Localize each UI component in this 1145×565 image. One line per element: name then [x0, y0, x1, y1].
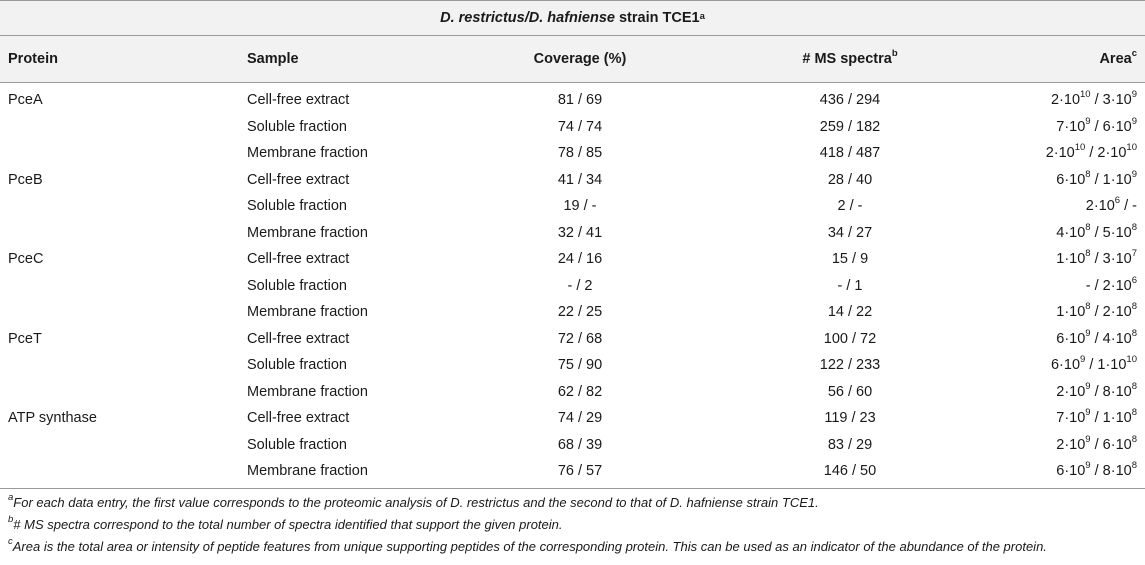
header-coverage: Coverage (%): [533, 51, 627, 67]
table-row: [0, 87, 1145, 114]
footnote-marker: c: [8, 536, 13, 548]
cell-spectra: 15 / 9: [831, 251, 869, 268]
area-base: 2·10: [1056, 383, 1086, 400]
area-base: / 3·10: [1090, 251, 1132, 268]
cell-spectra: 14 / 22: [827, 304, 873, 321]
cell-area: [960, 433, 1145, 453]
cell-coverage: 75 / 90: [557, 357, 603, 374]
cell-sample: Membrane fraction: [247, 383, 368, 400]
cell-area: [960, 248, 1145, 268]
footnote-text: # MS spectra correspond to the total number of spectra identified that support the given protein.: [13, 516, 563, 532]
cell-protein: PceA: [8, 92, 43, 109]
area-base: / 6·10: [1090, 118, 1132, 135]
footnote-c: [8, 536, 1137, 558]
area-base: 7·10: [1056, 410, 1086, 427]
area-base: / 8·10: [1090, 383, 1132, 400]
cell-area: [960, 221, 1145, 241]
area-exponent: 8: [1131, 407, 1137, 419]
area-exponent: 9: [1085, 433, 1091, 445]
area-exponent: 8: [1131, 380, 1137, 392]
table-row: [0, 167, 1145, 194]
footnote-b: [8, 514, 1137, 536]
cell-spectra: 436 / 294: [819, 92, 881, 109]
cell-spectra: 146 / 50: [823, 463, 877, 480]
header-spectra-label: # MS spectra: [802, 51, 892, 67]
cell-coverage: 19 / -: [563, 198, 597, 215]
table-row: [0, 299, 1145, 326]
cell-sample: Cell-free extract: [247, 330, 350, 347]
area-base: 1·10: [1056, 304, 1086, 321]
area-base: / 5·10: [1090, 224, 1132, 241]
table-header: [0, 36, 1145, 83]
area-exponent: 8: [1131, 301, 1137, 313]
table-row: [0, 326, 1145, 353]
area-exponent: 8: [1085, 168, 1091, 180]
area-exponent: 10: [1126, 354, 1137, 366]
area-exponent: 8: [1085, 301, 1091, 313]
area-base: / 1·10: [1090, 410, 1132, 427]
cell-sample: Cell-free extract: [247, 410, 350, 427]
footnote-marker: b: [8, 514, 14, 526]
cell-sample: Soluble fraction: [247, 198, 347, 215]
cell-coverage: - / 2: [567, 277, 593, 294]
area-base: / -: [1120, 198, 1137, 215]
cell-protein: ATP synthase: [8, 410, 97, 427]
cell-coverage: 74 / 74: [557, 118, 603, 135]
area-base: / 1·10: [1085, 357, 1127, 374]
area-exponent: 8: [1131, 327, 1137, 339]
cell-coverage: 32 / 41: [557, 224, 603, 241]
area-exponent: 8: [1085, 221, 1091, 233]
cell-area: [960, 460, 1145, 480]
cell-area: [960, 327, 1145, 347]
area-exponent: 9: [1085, 115, 1091, 127]
cell-area: [960, 168, 1145, 188]
area-base: / 1·10: [1090, 171, 1132, 188]
caption-italic: D. restrictus/D. hafniense: [440, 10, 615, 26]
cell-sample: Membrane fraction: [247, 224, 368, 241]
cell-sample: Membrane fraction: [247, 463, 368, 480]
cell-sample: Membrane fraction: [247, 145, 368, 162]
area-exponent: 8: [1131, 433, 1137, 445]
cell-coverage: 76 / 57: [557, 463, 603, 480]
cell-coverage: 24 / 16: [557, 251, 603, 268]
area-base: / 4·10: [1090, 330, 1132, 347]
table-body: [0, 83, 1145, 489]
cell-spectra: 122 / 233: [819, 357, 881, 374]
cell-area: [960, 301, 1145, 321]
cell-spectra: 259 / 182: [819, 118, 881, 135]
cell-protein: PceC: [8, 251, 44, 268]
cell-area: [960, 89, 1145, 109]
cell-area: [960, 195, 1145, 215]
cell-area: [960, 407, 1145, 427]
table-row: [0, 432, 1145, 459]
area-base: - / 2·10: [1085, 277, 1132, 294]
area-base: 6·10: [1056, 330, 1086, 347]
area-exponent: 6: [1131, 274, 1137, 286]
header-area-sup: c: [1131, 48, 1137, 60]
area-base: 2·10: [1085, 198, 1115, 215]
cell-spectra: 28 / 40: [827, 171, 873, 188]
cell-spectra: 100 / 72: [823, 330, 877, 347]
area-exponent: 8: [1131, 460, 1137, 472]
cell-sample: Cell-free extract: [247, 92, 350, 109]
area-exponent: 9: [1131, 115, 1137, 127]
area-base: 6·10: [1050, 357, 1081, 374]
cell-sample: Soluble fraction: [247, 118, 347, 135]
area-base: / 2·10: [1085, 145, 1127, 162]
cell-protein: PceB: [8, 171, 43, 188]
area-base: / 6·10: [1090, 436, 1132, 453]
table-footnotes: [0, 489, 1145, 558]
cell-sample: Soluble fraction: [247, 277, 347, 294]
area-base: 2·10: [1056, 436, 1086, 453]
cell-area: [960, 142, 1145, 162]
cell-spectra: 34 / 27: [827, 224, 873, 241]
cell-area: [960, 115, 1145, 135]
area-base: 7·10: [1056, 118, 1086, 135]
area-exponent: 9: [1085, 327, 1091, 339]
cell-area: [960, 354, 1145, 374]
table-row: [0, 193, 1145, 220]
area-base: 4·10: [1056, 224, 1086, 241]
table-row: [0, 140, 1145, 167]
area-exponent: 10: [1080, 89, 1091, 101]
cell-spectra: 83 / 29: [827, 436, 873, 453]
area-base: 6·10: [1056, 171, 1086, 188]
footnote-a: [8, 492, 1137, 514]
cell-coverage: 81 / 69: [557, 92, 603, 109]
cell-sample: Cell-free extract: [247, 251, 350, 268]
header-spectra-sup: b: [891, 48, 898, 60]
area-base: 1·10: [1056, 251, 1086, 268]
cell-area: [960, 274, 1145, 294]
cell-spectra: - / 1: [837, 277, 863, 294]
cell-sample: Soluble fraction: [247, 357, 347, 374]
cell-spectra: 2 / -: [837, 198, 863, 215]
cell-coverage: 68 / 39: [557, 436, 603, 453]
cell-coverage: 41 / 34: [557, 171, 603, 188]
cell-sample: Membrane fraction: [247, 304, 368, 321]
area-exponent: 9: [1131, 168, 1137, 180]
footnote-text: Area is the total area or intensity of peptide features from unique supporting peptides of the corresponding protein. This can be used as an indicator of the abundance of the protein.: [12, 538, 1047, 554]
cell-sample: Soluble fraction: [247, 436, 347, 453]
area-exponent: 9: [1131, 89, 1137, 101]
cell-coverage: 74 / 29: [557, 410, 603, 427]
footnote-text: For each data entry, the first value corresponds to the proteomic analysis of D. restrictus and the second to that of D. hafniense strain TCE1.: [13, 494, 819, 510]
header-area: [960, 48, 1145, 67]
area-base: 6·10: [1056, 463, 1086, 480]
cell-spectra: 418 / 487: [819, 145, 881, 162]
table-row: [0, 405, 1145, 432]
area-exponent: 7: [1131, 248, 1137, 260]
area-base: / 2·10: [1090, 304, 1132, 321]
table-row: [0, 379, 1145, 406]
area-base: / 3·10: [1090, 92, 1132, 109]
table-row: [0, 114, 1145, 141]
area-exponent: 10: [1074, 142, 1086, 154]
cell-coverage: 72 / 68: [557, 330, 603, 347]
area-base: 2·10: [1045, 145, 1075, 162]
area-exponent: 9: [1085, 380, 1091, 392]
cell-coverage: 22 / 25: [557, 304, 603, 321]
cell-spectra: 119 / 23: [824, 410, 876, 427]
footnote-marker: a: [8, 492, 14, 504]
header-spectra: [683, 48, 960, 67]
area-exponent: 8: [1085, 248, 1091, 260]
table-row: [0, 352, 1145, 379]
area-exponent: 8: [1131, 221, 1137, 233]
area-exponent: 9: [1085, 407, 1091, 419]
table-row: [0, 246, 1145, 273]
header-area-label: Area: [1099, 51, 1132, 67]
area-exponent: 10: [1126, 142, 1137, 154]
area-base: / 8·10: [1090, 463, 1132, 480]
cell-coverage: 78 / 85: [557, 145, 603, 162]
caption-normal: strain TCE1: [614, 10, 700, 26]
area-exponent: 9: [1080, 354, 1086, 366]
cell-coverage: 62 / 82: [557, 383, 603, 400]
cell-spectra: 56 / 60: [827, 383, 873, 400]
header-sample: Sample: [247, 51, 299, 67]
table-row: [0, 220, 1145, 247]
cell-sample: Cell-free extract: [247, 171, 350, 188]
area-exponent: 6: [1114, 195, 1121, 207]
table-caption: D. restrictus/D. hafniense strain TCE1 $^a$: [0, 0, 1145, 36]
area-exponent: 9: [1085, 460, 1091, 472]
cell-area: [960, 380, 1145, 400]
cell-protein: PceT: [8, 330, 42, 347]
table-row: [0, 458, 1145, 485]
table-row: [0, 273, 1145, 300]
area-base: 2·10: [1050, 92, 1081, 109]
header-protein: Protein: [8, 51, 58, 67]
